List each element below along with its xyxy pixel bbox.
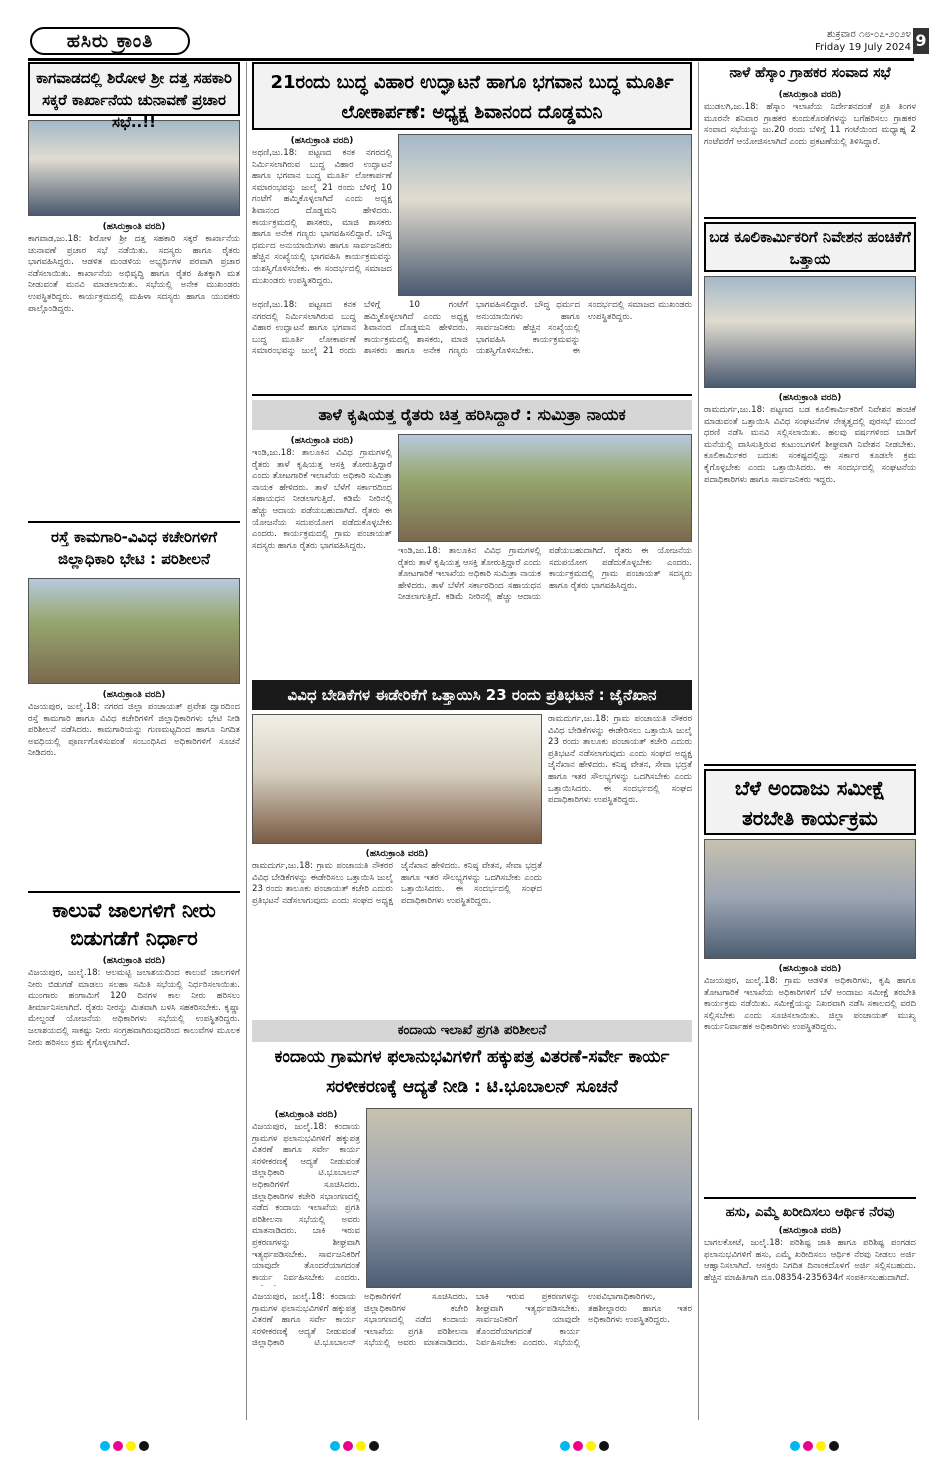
article-body: ರಾಮದುರ್ಗ,ಜು.18: ಗ್ರಾಮ ಪಂಚಾಯತಿ ನೌಕರರ ವಿವಿಧ ಬೇಡಿಕೆಗಳನ್ನು ಈಡೇರಿಸಲು ಒತ್ತಾಯಿಸಿ ಜುಲೈ 23 ರಂದು ತಾಲೂಕು ಪಂಚಾಯತ್ ಕಚೇರಿ ಎದುರು ಪ್ರತಿಭಟನೆ ನಡೆಸಲಾಗುವುದು ಎಂದು ಸಂಘದ ಅಧ್ಯಕ್ಷ ಜೈನೆಖಾನ ಹೇಳಿದರು. ಕನಿಷ್ಠ ವೇತನ, ಸೇವಾ ಭದ್ರತೆ ಹಾಗೂ ಇತರ ಸೌಲಭ್ಯಗಳನ್ನು ಒದಗಿಸಬೇಕು ಎಂದು ಒತ್ತಾಯಿಸಿದರು. ಈ ಸಂದರ್ಭದಲ್ಲಿ ಸಂಘದ ಪದಾಧಿಕಾರಿಗಳು ಉಪಸ್ಥಿತರಿದ್ದರು. [252, 861, 542, 906]
registration-dot [139, 1441, 149, 1451]
article-headline: ಹಸು, ಎಮ್ಮೆ ಖರೀದಿಸಲು ಆರ್ಥಿಕ ನೆರವು [725, 1205, 895, 1220]
page-number: 9 [913, 28, 929, 54]
registration-marks [790, 1441, 839, 1453]
article-body: ರಾಮದುರ್ಗ,ಜು.18: ಪಟ್ಟಣದ ಬಡ ಕೂಲಿಕಾರ್ಮಿಕರಿಗೆ ನಿವೇಶನ ಹಂಚಿಕೆ ಮಾಡುವಂತೆ ಒತ್ತಾಯಿಸಿ ವಿವಿಧ ಸಂಘಟನೆಗಳ ನೇತೃತ್ವದಲ್ಲಿ ಪುರಸಭೆ ಮುಂದೆ ಧರಣಿ ನಡೆಸಿ ಮನವಿ ಸಲ್ಲಿಸಲಾಯಿತು. ಹಲವು ವರ್ಷಗಳಿಂದ ಬಾಡಿಗೆ ಮನೆಯಲ್ಲಿ ವಾಸಿಸುತ್ತಿರುವ ಕುಟುಂಬಗಳಿಗೆ ಶೀಘ್ರವಾಗಿ ನಿವೇಶನ ನೀಡಬೇಕು. ಕೂಲಿಕಾರ್ಮಿಕರ ಬದುಕು ಸಂಕಷ್ಟದಲ್ಲಿದ್ದು ಸರ್ಕಾರ ಕೂಡಲೇ ಕ್ರಮ ಕೈಗೊಳ್ಳಬೇಕು ಎಂದು ಒತ್ತಾಯಿಸಿದರು. ಈ ಸಂದರ್ಭದಲ್ಲಿ ಸಂಘಟನೆಯ ಪದಾಧಿಕಾರಿಗಳು ಹಾಗೂ ಸಾರ್ವಜನಿಕರು ಇದ್ದರು. [704, 405, 916, 485]
registration-dot [816, 1441, 826, 1451]
article-byline: (ಹಸಿರುಕ್ರಾಂತಿ ವರದಿ) [778, 393, 842, 403]
article-kicker: ಕಂದಾಯ ಇಲಾಖೆ ಪ್ರಗತಿ ಪರಿಶೀಲನೆ [252, 1020, 692, 1042]
article-byline: (ಹಸಿರುಕ್ರಾಂತಿ ವರದಿ) [778, 1226, 842, 1236]
registration-marks [330, 1441, 379, 1453]
article-byline: (ಹಸಿರುಕ್ರಾಂತಿ ವರದಿ) [274, 1110, 338, 1120]
article-body-continued: ಅಥಣಿ,ಜು.18: ಪಟ್ಟಣದ ಕನಕ ನಗರದಲ್ಲಿ ನಿರ್ಮಿಸಲಾಗಿರುವ ಬುದ್ಧ ವಿಹಾರ ಉದ್ಘಾಟನೆ ಹಾಗೂ ಭಗವಾನ ಬುದ್ಧ ಮೂರ್ತಿ ಲೋಕಾರ್ಪಣೆ ಸಮಾರಂಭವನ್ನು ಜುಲೈ 21 ರಂದು ಬೆಳಿಗ್ಗೆ 10 ಗಂಟೆಗೆ ಹಮ್ಮಿಕೊಳ್ಳಲಾಗಿದೆ ಎಂದು ಅಧ್ಯಕ್ಷ ಶಿವಾನಂದ ದೊಡ್ಡಮನಿ ಹೇಳಿದರು. ಕಾರ್ಯಕ್ರಮದಲ್ಲಿ ಶಾಸಕರು, ಮಾಜಿ ಶಾಸಕರು ಹಾಗೂ ಅನೇಕ ಗಣ್ಯರು ಭಾಗವಹಿಸಲಿದ್ದಾರೆ. ಬೌದ್ಧ ಧರ್ಮದ ಅನುಯಾಯಿಗಳು ಹಾಗೂ ಸಾರ್ವಜನಿಕರು ಹೆಚ್ಚಿನ ಸಂಖ್ಯೆಯಲ್ಲಿ ಭಾಗವಹಿಸಿ ಕಾರ್ಯಕ್ರಮವನ್ನು ಯಶಸ್ವಿಗೊಳಿಸಬೇಕು. ಈ ಸಂದರ್ಭದಲ್ಲಿ ಸಮಾಜದ ಮುಖಂಡರು ಉಪಸ್ಥಿತರಿದ್ದರು. [252, 300, 692, 357]
registration-dot [330, 1441, 340, 1451]
article-byline: (ಹಸಿರುಕ್ರಾಂತಿ ವರದಿ) [778, 964, 842, 974]
article-headline: ಕಂದಾಯ ಗ್ರಾಮಗಳ ಫಲಾನುಭವಿಗಳಿಗೆ ಹಕ್ಕುಪತ್ರ ವಿತರಣೆ-ಸರ್ವೇ ಕಾರ್ಯ ಸರಳೀಕರಣಕ್ಕೆ ಆದ್ಯತೆ ನೀಡಿ : ಟಿ.ಭೂಬಾಲನ್ ಸೂಚನೆ [274, 1047, 670, 1097]
article-body: ಮುಡಲಗಿ,ಜು.18: ಹೆಸ್ಕಾಂ ಇಲಾಖೆಯ ನಿರ್ದೇಶನದಂತೆ ಪ್ರತಿ ತಿಂಗಳ ಮೂರನೇ ಶನಿವಾರ ಗ್ರಾಹಕರ ಕುಂದುಕೊರತೆಗಳನ್ನು ಬಗೆಹರಿಸಲು ಗ್ರಾಹಕರ ಸಂವಾದ ಸಭೆಯನ್ನು ಜು.20 ರಂದು ಬೆಳಿಗ್ಗೆ 11 ಗಂಟೆಯಿಂದ ಮಧ್ಯಾಹ್ನ 2 ಗಂಟೆವರೆಗೆ ಆಯೋಜಿಸಲಾಗಿದೆ ಎಂದು ಪ್ರಕಟಣೆಯಲ್ಲಿ ತಿಳಿಸಿದ್ದಾರೆ. [704, 102, 916, 147]
registration-dot [356, 1441, 366, 1451]
registration-dot [100, 1441, 110, 1451]
article-body: ಕಾಗವಾಡ,ಜು.18: ಶಿರೋಳ ಶ್ರೀ ದತ್ತ ಸಹಕಾರಿ ಸಕ್ಕರೆ ಕಾರ್ಖಾನೆಯ ಚುನಾವಣೆ ಪ್ರಚಾರ ಸಭೆ ನಡೆಯಿತು. ಸದಸ್ಯರು ಹಾಗೂ ರೈತರು ಭಾಗವಹಿಸಿದ್ದರು. ಆಡಳಿತ ಮಂಡಳಿಯ ಅಭ್ಯರ್ಥಿಗಳ ಪರವಾಗಿ ಪ್ರಚಾರ ನಡೆಸಲಾಯಿತು. ಕಾರ್ಖಾನೆಯ ಅಭಿವೃದ್ಧಿ ಹಾಗೂ ರೈತರ ಹಿತಕ್ಕಾಗಿ ಮತ ನೀಡುವಂತೆ ಮನವಿ ಮಾಡಲಾಯಿತು. ಸಭೆಯಲ್ಲಿ ಅನೇಕ ಮುಖಂಡರು ಉಪಸ್ಥಿತರಿದ್ದರು. ಕಾರ್ಯಕ್ರಮದಲ್ಲಿ ಮಹಿಳಾ ಸದಸ್ಯರು ಹಾಗೂ ಯುವಕರು ಪಾಲ್ಗೊಂಡಿದ್ದರು. [28, 234, 240, 314]
registration-dot [599, 1441, 609, 1451]
article-headline: ರಸ್ತೆ ಕಾಮಗಾರಿ-ವಿವಿಧ ಕಚೇರಿಗಳಿಗೆ ಜಿಲ್ಲಾಧಿಕಾರಿ ಭೇಟಿ : ಪರಿಶೀಲನೆ [51, 528, 217, 568]
article-byline: (ಹಸಿರುಕ್ರಾಂತಿ ವರದಿ) [290, 136, 354, 146]
article-body: ಇಂಡಿ,ಜು.18: ತಾಲೂಕಿನ ವಿವಿಧ ಗ್ರಾಮಗಳಲ್ಲಿ ರೈತರು ತಾಳೆ ಕೃಷಿಯತ್ತ ಆಸಕ್ತಿ ತೋರುತ್ತಿದ್ದಾರೆ ಎಂದು ತೋಟಗಾರಿಕೆ ಇಲಾಖೆಯ ಅಧಿಕಾರಿ ಸುಮಿತ್ರಾ ನಾಯಕ ಹೇಳಿದರು. ತಾಳೆ ಬೆಳೆಗೆ ಸರ್ಕಾರದಿಂದ ಸಹಾಯಧನ ನೀಡಲಾಗುತ್ತಿದೆ. ಕಡಿಮೆ ನೀರಿನಲ್ಲಿ ಹೆಚ್ಚು ಆದಾಯ ಪಡೆಯಬಹುದಾಗಿದೆ. ರೈತರು ಈ ಯೋಜನೆಯ ಸದುಪಯೋಗ ಪಡೆದುಕೊಳ್ಳಬೇಕು ಎಂದರು. ಕಾರ್ಯಕ್ರಮದಲ್ಲಿ ಗ್ರಾಮ ಪಂಚಾಯತ್ ಸದಸ್ಯರು ಹಾಗೂ ರೈತರು ಭಾಗವಹಿಸಿದ್ದರು. [252, 448, 392, 551]
article-byline: (ಹಸಿರುಕ್ರಾಂತಿ ವರದಿ) [365, 849, 429, 859]
article-body: ಅಥಣಿ,ಜು.18: ಪಟ್ಟಣದ ಕನಕ ನಗರದಲ್ಲಿ ನಿರ್ಮಿಸಲಾಗಿರುವ ಬುದ್ಧ ವಿಹಾರ ಉದ್ಘಾಟನೆ ಹಾಗೂ ಭಗವಾನ ಬುದ್ಧ ಮೂರ್ತಿ ಲೋಕಾರ್ಪಣೆ ಸಮಾರಂಭವನ್ನು ಜುಲೈ 21 ರಂದು ಬೆಳಿಗ್ಗೆ 10 ಗಂಟೆಗೆ ಹಮ್ಮಿಕೊಳ್ಳಲಾಗಿದೆ ಎಂದು ಅಧ್ಯಕ್ಷ ಶಿವಾನಂದ ದೊಡ್ಡಮನಿ ಹೇಳಿದರು. ಕಾರ್ಯಕ್ರಮದಲ್ಲಿ ಶಾಸಕರು, ಮಾಜಿ ಶಾಸಕರು ಹಾಗೂ ಅನೇಕ ಗಣ್ಯರು ಭಾಗವಹಿಸಲಿದ್ದಾರೆ. ಬೌದ್ಧ ಧರ್ಮದ ಅನುಯಾಯಿಗಳು ಹಾಗೂ ಸಾರ್ವಜನಿಕರು ಹೆಚ್ಚಿನ ಸಂಖ್ಯೆಯಲ್ಲಿ ಭಾಗವಹಿಸಿ ಕಾರ್ಯಕ್ರಮವನ್ನು ಯಶಸ್ವಿಗೊಳಿಸಬೇಕು. ಈ ಸಂದರ್ಭದಲ್ಲಿ ಸಮಾಜದ ಮುಖಂಡರು ಉಪಸ್ಥಿತರಿದ್ದರು. [252, 148, 392, 286]
article-separator [252, 394, 692, 396]
article-photo [366, 1108, 692, 1288]
registration-dot [560, 1441, 570, 1451]
article-body-continued: ರಾಮದುರ್ಗ,ಜು.18: ಗ್ರಾಮ ಪಂಚಾಯತಿ ನೌಕರರ ವಿವಿಧ ಬೇಡಿಕೆಗಳನ್ನು ಈಡೇರಿಸಲು ಒತ್ತಾಯಿಸಿ ಜುಲೈ 23 ರಂದು ತಾಲೂಕು ಪಂಚಾಯತ್ ಕಚೇರಿ ಎದುರು ಪ್ರತಿಭಟನೆ ನಡೆಸಲಾಗುವುದು ಎಂದು ಸಂಘದ ಅಧ್ಯಕ್ಷ ಜೈನೆಖಾನ ಹೇಳಿದರು. ಕನಿಷ್ಠ ವೇತನ, ಸೇವಾ ಭದ್ರತೆ ಹಾಗೂ ಇತರ ಸೌಲಭ್ಯಗಳನ್ನು ಒದಗಿಸಬೇಕು ಎಂದು ಒತ್ತಾಯಿಸಿದರು. ಈ ಸಂದರ್ಭದಲ್ಲಿ ಸಂಘದ ಪದಾಧಿಕಾರಿಗಳು ಉಪಸ್ಥಿತರಿದ್ದರು. [548, 714, 692, 806]
article-byline: (ಹಸಿರುಕ್ರಾಂತಿ ವರದಿ) [778, 90, 842, 100]
article-byline: (ಹಸಿರುಕ್ರಾಂತಿ ವರದಿ) [102, 956, 166, 966]
registration-dot [343, 1441, 353, 1451]
article-headline: ವಿವಿಧ ಬೇಡಿಕೆಗಳ ಈಡೇರಿಕೆಗೆ ಒತ್ತಾಯಿಸಿ 23 ರಂದು ಪ್ರತಿಭಟನೆ : ಜೈನೆಖಾನ [252, 680, 692, 710]
article-separator [704, 217, 916, 219]
registration-dot [803, 1441, 813, 1451]
masthead-rule [28, 58, 914, 61]
article-separator [28, 521, 240, 523]
column-divider-left [246, 62, 247, 1420]
article-photo [704, 276, 916, 388]
article-headline: ಬೆಳೆ ಅಂದಾಜು ಸಮೀಕ್ಷೆ ತರಬೇತಿ ಕಾರ್ಯಕ್ರಮ [704, 769, 916, 835]
left-column [28, 62, 240, 1420]
article-photo [398, 134, 692, 296]
article-body: ಬಾಗಲಕೋಟೆ, ಜುಲೈ.18: ಪರಿಶಿಷ್ಟ ಜಾತಿ ಹಾಗೂ ಪರಿಶಿಷ್ಟ ಪಂಗಡದ ಫಲಾನುಭವಿಗಳಿಗೆ ಹಸು, ಎಮ್ಮೆ ಖರೀದಿಸಲು ಆರ್ಥಿಕ ನೆರವು ನೀಡಲು ಅರ್ಜಿ ಆಹ್ವಾನಿಸಲಾಗಿದೆ. ಆಸಕ್ತರು ನಿಗದಿತ ದಿನಾಂಕದೊಳಗೆ ಅರ್ಜಿ ಸಲ್ಲಿಸಬಹುದು. ಹೆಚ್ಚಿನ ಮಾಹಿತಿಗಾಗಿ ದೂ.08354-235634ಗೆ ಸಂಪರ್ಕಿಸಬಹುದಾಗಿದೆ. [704, 1238, 916, 1283]
registration-dot [126, 1441, 136, 1451]
article-photo [28, 120, 240, 216]
article-separator [28, 891, 240, 893]
article-photo [704, 839, 916, 959]
article-headline: ಕಾಗವಾಡದಲ್ಲಿ ಶಿರೋಳ ಶ್ರೀ ದತ್ತ ಸಹಕಾರಿ ಸಕ್ಕರೆ ಕಾರ್ಖಾನೆಯ ಚುನಾವಣೆ ಪ್ರಚಾರ ಸಭೆ..!! [28, 62, 240, 116]
masthead-title: ಹಸಿರು ಕ್ರಾಂತಿ [30, 27, 190, 55]
date-kannada: ಶುಕ್ರವಾರ ೧೮-೦೭-೨೦೨೪ [826, 29, 911, 40]
date-english: Friday 19 July 2024 [814, 42, 911, 53]
registration-marks [100, 1441, 149, 1453]
article-body: ವಿಜಯಪುರ, ಜುಲೈ.18: ಕಂದಾಯ ಗ್ರಾಮಗಳ ಫಲಾನುಭವಿಗಳಿಗೆ ಹಕ್ಕುಪತ್ರ ವಿತರಣೆ ಹಾಗೂ ಸರ್ವೇ ಕಾರ್ಯ ಸರಳೀಕರಣಕ್ಕೆ ಆದ್ಯತೆ ನೀಡುವಂತೆ ಜಿಲ್ಲಾಧಿಕಾರಿ ಟಿ.ಭೂಬಾಲನ್ ಅಧಿಕಾರಿಗಳಿಗೆ ಸೂಚಿಸಿದರು. ಜಿಲ್ಲಾಧಿಕಾರಿಗಳ ಕಚೇರಿ ಸಭಾಂಗಣದಲ್ಲಿ ನಡೆದ ಕಂದಾಯ ಇಲಾಖೆಯ ಪ್ರಗತಿ ಪರಿಶೀಲನಾ ಸಭೆಯಲ್ಲಿ ಅವರು ಮಾತನಾಡಿದರು. ಬಾಕಿ ಇರುವ ಪ್ರಕರಣಗಳನ್ನು ಶೀಘ್ರವಾಗಿ ಇತ್ಯರ್ಥಪಡಿಸಬೇಕು. ಸಾರ್ವಜನಿಕರಿಗೆ ಯಾವುದೇ ತೊಂದರೆಯಾಗದಂತೆ ಕಾರ್ಯ ನಿರ್ವಹಿಸಬೇಕು ಎಂದರು. [252, 1122, 360, 1283]
registration-dot [790, 1441, 800, 1451]
article-body-continued: ಇಂಡಿ,ಜು.18: ತಾಲೂಕಿನ ವಿವಿಧ ಗ್ರಾಮಗಳಲ್ಲಿ ರೈತರು ತಾಳೆ ಕೃಷಿಯತ್ತ ಆಸಕ್ತಿ ತೋರುತ್ತಿದ್ದಾರೆ ಎಂದು ತೋಟಗಾರಿಕೆ ಇಲಾಖೆಯ ಅಧಿಕಾರಿ ಸುಮಿತ್ರಾ ನಾಯಕ ಹೇಳಿದರು. ತಾಳೆ ಬೆಳೆಗೆ ಸರ್ಕಾರದಿಂದ ಸಹಾಯಧನ ನೀಡಲಾಗುತ್ತಿದೆ. ಕಡಿಮೆ ನೀರಿನಲ್ಲಿ ಹೆಚ್ಚು ಆದಾಯ ಪಡೆಯಬಹುದಾಗಿದೆ. ರೈತರು ಈ ಯೋಜನೆಯ ಸದುಪಯೋಗ ಪಡೆದುಕೊಳ್ಳಬೇಕು ಎಂದರು. ಕಾರ್ಯಕ್ರಮದಲ್ಲಿ ಗ್ರಾಮ ಪಂಚಾಯತ್ ಸದಸ್ಯರು ಹಾಗೂ ರೈತರು ಭಾಗವಹಿಸಿದ್ದರು. [398, 546, 692, 603]
article-byline: (ಹಸಿರುಕ್ರಾಂತಿ ವರದಿ) [290, 436, 354, 446]
dateline [815, 28, 911, 54]
article-separator [704, 1197, 916, 1199]
registration-dot [829, 1441, 839, 1451]
registration-marks [560, 1441, 609, 1453]
article-photo [398, 434, 692, 542]
column-divider-right [698, 62, 699, 1420]
article-body: ವಿಜಯಪುರ, ಜುಲೈ.18: ನಗರದ ಜಿಲ್ಲಾ ಪಂಚಾಯತ್ ಪ್ರವೇಶ ದ್ವಾರದಿಂದ ರಸ್ತೆ ಕಾಮಗಾರಿ ಹಾಗೂ ವಿವಿಧ ಕಚೇರಿಗಳಿಗೆ ಜಿಲ್ಲಾಧಿಕಾರಿಗಳು ಭೇಟಿ ನೀಡಿ ಪರಿಶೀಲನೆ ನಡೆಸಿದರು. ಕಾಮಗಾರಿಯನ್ನು ಗುಣಮಟ್ಟದಿಂದ ಹಾಗೂ ನಿಗದಿತ ಅವಧಿಯಲ್ಲಿ ಪೂರ್ಣಗೊಳಿಸುವಂತೆ ಸಂಬಂಧಿಸಿದ ಅಧಿಕಾರಿಗಳಿಗೆ ಸೂಚನೆ ನೀಡಿದರು. [28, 702, 240, 759]
article-body-continued: ವಿಜಯಪುರ, ಜುಲೈ.18: ಕಂದಾಯ ಗ್ರಾಮಗಳ ಫಲಾನುಭವಿಗಳಿಗೆ ಹಕ್ಕುಪತ್ರ ವಿತರಣೆ ಹಾಗೂ ಸರ್ವೇ ಕಾರ್ಯ ಸರಳೀಕರಣಕ್ಕೆ ಆದ್ಯತೆ ನೀಡುವಂತೆ ಜಿಲ್ಲಾಧಿಕಾರಿ ಟಿ.ಭೂಬಾಲನ್ ಅಧಿಕಾರಿಗಳಿಗೆ ಸೂಚಿಸಿದರು. ಜಿಲ್ಲಾಧಿಕಾರಿಗಳ ಕಚೇರಿ ಸಭಾಂಗಣದಲ್ಲಿ ನಡೆದ ಕಂದಾಯ ಇಲಾಖೆಯ ಪ್ರಗತಿ ಪರಿಶೀಲನಾ ಸಭೆಯಲ್ಲಿ ಅವರು ಮಾತನಾಡಿದರು. ಬಾಕಿ ಇರುವ ಪ್ರಕರಣಗಳನ್ನು ಶೀಘ್ರವಾಗಿ ಇತ್ಯರ್ಥಪಡಿಸಬೇಕು. ಸಾರ್ವಜನಿಕರಿಗೆ ಯಾವುದೇ ತೊಂದರೆಯಾಗದಂತೆ ಕಾರ್ಯ ನಿರ್ವಹಿಸಬೇಕು ಎಂದರು. ಸಭೆಯಲ್ಲಿ ಉಪವಿಭಾಗಾಧಿಕಾರಿಗಳು, ತಹಶೀಲ್ದಾರರು ಹಾಗೂ ಇತರ ಅಧಿಕಾರಿಗಳು ಉಪಸ್ಥಿತರಿದ್ದರು. [252, 1292, 692, 1349]
article-headline: ಕಾಲುವೆ ಜಾಲಗಳಿಗೆ ನೀರು ಬಿಡುಗಡೆಗೆ ನಿರ್ಧಾರ [52, 898, 216, 950]
article-body: ವಿಜಯಪುರ, ಜುಲೈ.18: ಆಲಮಟ್ಟಿ ಜಲಾಶಯದಿಂದ ಕಾಲುವೆ ಜಾಲಗಳಿಗೆ ನೀರು ಬಿಡುಗಡೆ ಮಾಡಲು ಸಲಹಾ ಸಮಿತಿ ಸಭೆಯಲ್ಲಿ ನಿರ್ಧರಿಸಲಾಯಿತು. ಮುಂಗಾರು ಹಂಗಾಮಿಗೆ 120 ದಿನಗಳ ಕಾಲ ನೀರು ಹರಿಸಲು ತೀರ್ಮಾನಿಸಲಾಗಿದೆ. ರೈತರು ನೀರನ್ನು ಮಿತವಾಗಿ ಬಳಸಿ ಸಹಕರಿಸಬೇಕು. ಕೃಷ್ಣಾ ಮೇಲ್ದಂಡೆ ಯೋಜನೆಯ ಅಧಿಕಾರಿಗಳು ಸಭೆಯಲ್ಲಿ ಉಪಸ್ಥಿತರಿದ್ದರು. ಜಲಾಶಯದಲ್ಲಿ ಸಾಕಷ್ಟು ನೀರು ಸಂಗ್ರಹವಾಗಿರುವುದರಿಂದ ಕಾಲುವೆಗಳ ಮೂಲಕ ನೀರು ಹರಿಸಲು ಕ್ರಮ ಕೈಗೊಳ್ಳಲಾಗಿದೆ. [28, 968, 240, 1048]
article-byline: (ಹಸಿರುಕ್ರಾಂತಿ ವರದಿ) [102, 690, 166, 700]
article-separator [704, 764, 916, 766]
article-headline: ನಾಳೆ ಹೆಸ್ಕಾಂ ಗ್ರಾಹಕರ ಸಂವಾದ ಸಭೆ [729, 65, 891, 81]
registration-dot [573, 1441, 583, 1451]
article-headline: ಬಡ ಕೂಲಿಕಾರ್ಮಿಕರಿಗೆ ನಿವೇಶನ ಹಂಚಿಕೆಗೆ ಒತ್ತಾಯ [704, 222, 916, 272]
registration-dot [369, 1441, 379, 1451]
article-photo [28, 578, 240, 684]
right-column [704, 62, 916, 1420]
article-body: ವಿಜಯಪುರ, ಜುಲೈ.18: ಗ್ರಾಮ ಆಡಳಿತ ಅಧಿಕಾರಿಗಳು, ಕೃಷಿ ಹಾಗೂ ತೋಟಗಾರಿಕೆ ಇಲಾಖೆಯ ಅಧಿಕಾರಿಗಳಿಗೆ ಬೆಳೆ ಅಂದಾಜು ಸಮೀಕ್ಷೆ ತರಬೇತಿ ಕಾರ್ಯಕ್ರಮ ನಡೆಯಿತು. ಸಮೀಕ್ಷೆಯನ್ನು ನಿಖರವಾಗಿ ನಡೆಸಿ ಸಕಾಲದಲ್ಲಿ ವರದಿ ಸಲ್ಲಿಸಬೇಕು ಎಂದು ಸೂಚಿಸಲಾಯಿತು. ಜಿಲ್ಲಾ ಪಂಚಾಯತ್ ಮುಖ್ಯ ಕಾರ್ಯನಿರ್ವಾಹಕ ಅಧಿಕಾರಿಗಳು ಉಪಸ್ಥಿತರಿದ್ದರು. [704, 976, 916, 1033]
article-photo [252, 714, 542, 844]
article-headline: 21ರಂದು ಬುದ್ಧ ವಿಹಾರ ಉದ್ಘಾಟನೆ ಹಾಗೂ ಭಗವಾನ ಬುದ್ಧ ಮೂರ್ತಿ ಲೋಕಾರ್ಪಣೆ: ಅಧ್ಯಕ್ಷ ಶಿವಾನಂದ ದೊಡ್ಡಮನಿ [252, 62, 692, 130]
registration-dot [586, 1441, 596, 1451]
article-byline: (ಹಸಿರುಕ್ರಾಂತಿ ವರದಿ) [102, 222, 166, 232]
article-headline: ತಾಳೆ ಕೃಷಿಯತ್ತ ರೈತರು ಚಿತ್ತ ಹರಿಸಿದ್ದಾರೆ : ಸುಮಿತ್ರಾ ನಾಯಕ [252, 400, 692, 430]
center-column [252, 62, 692, 1420]
registration-dot [113, 1441, 123, 1451]
